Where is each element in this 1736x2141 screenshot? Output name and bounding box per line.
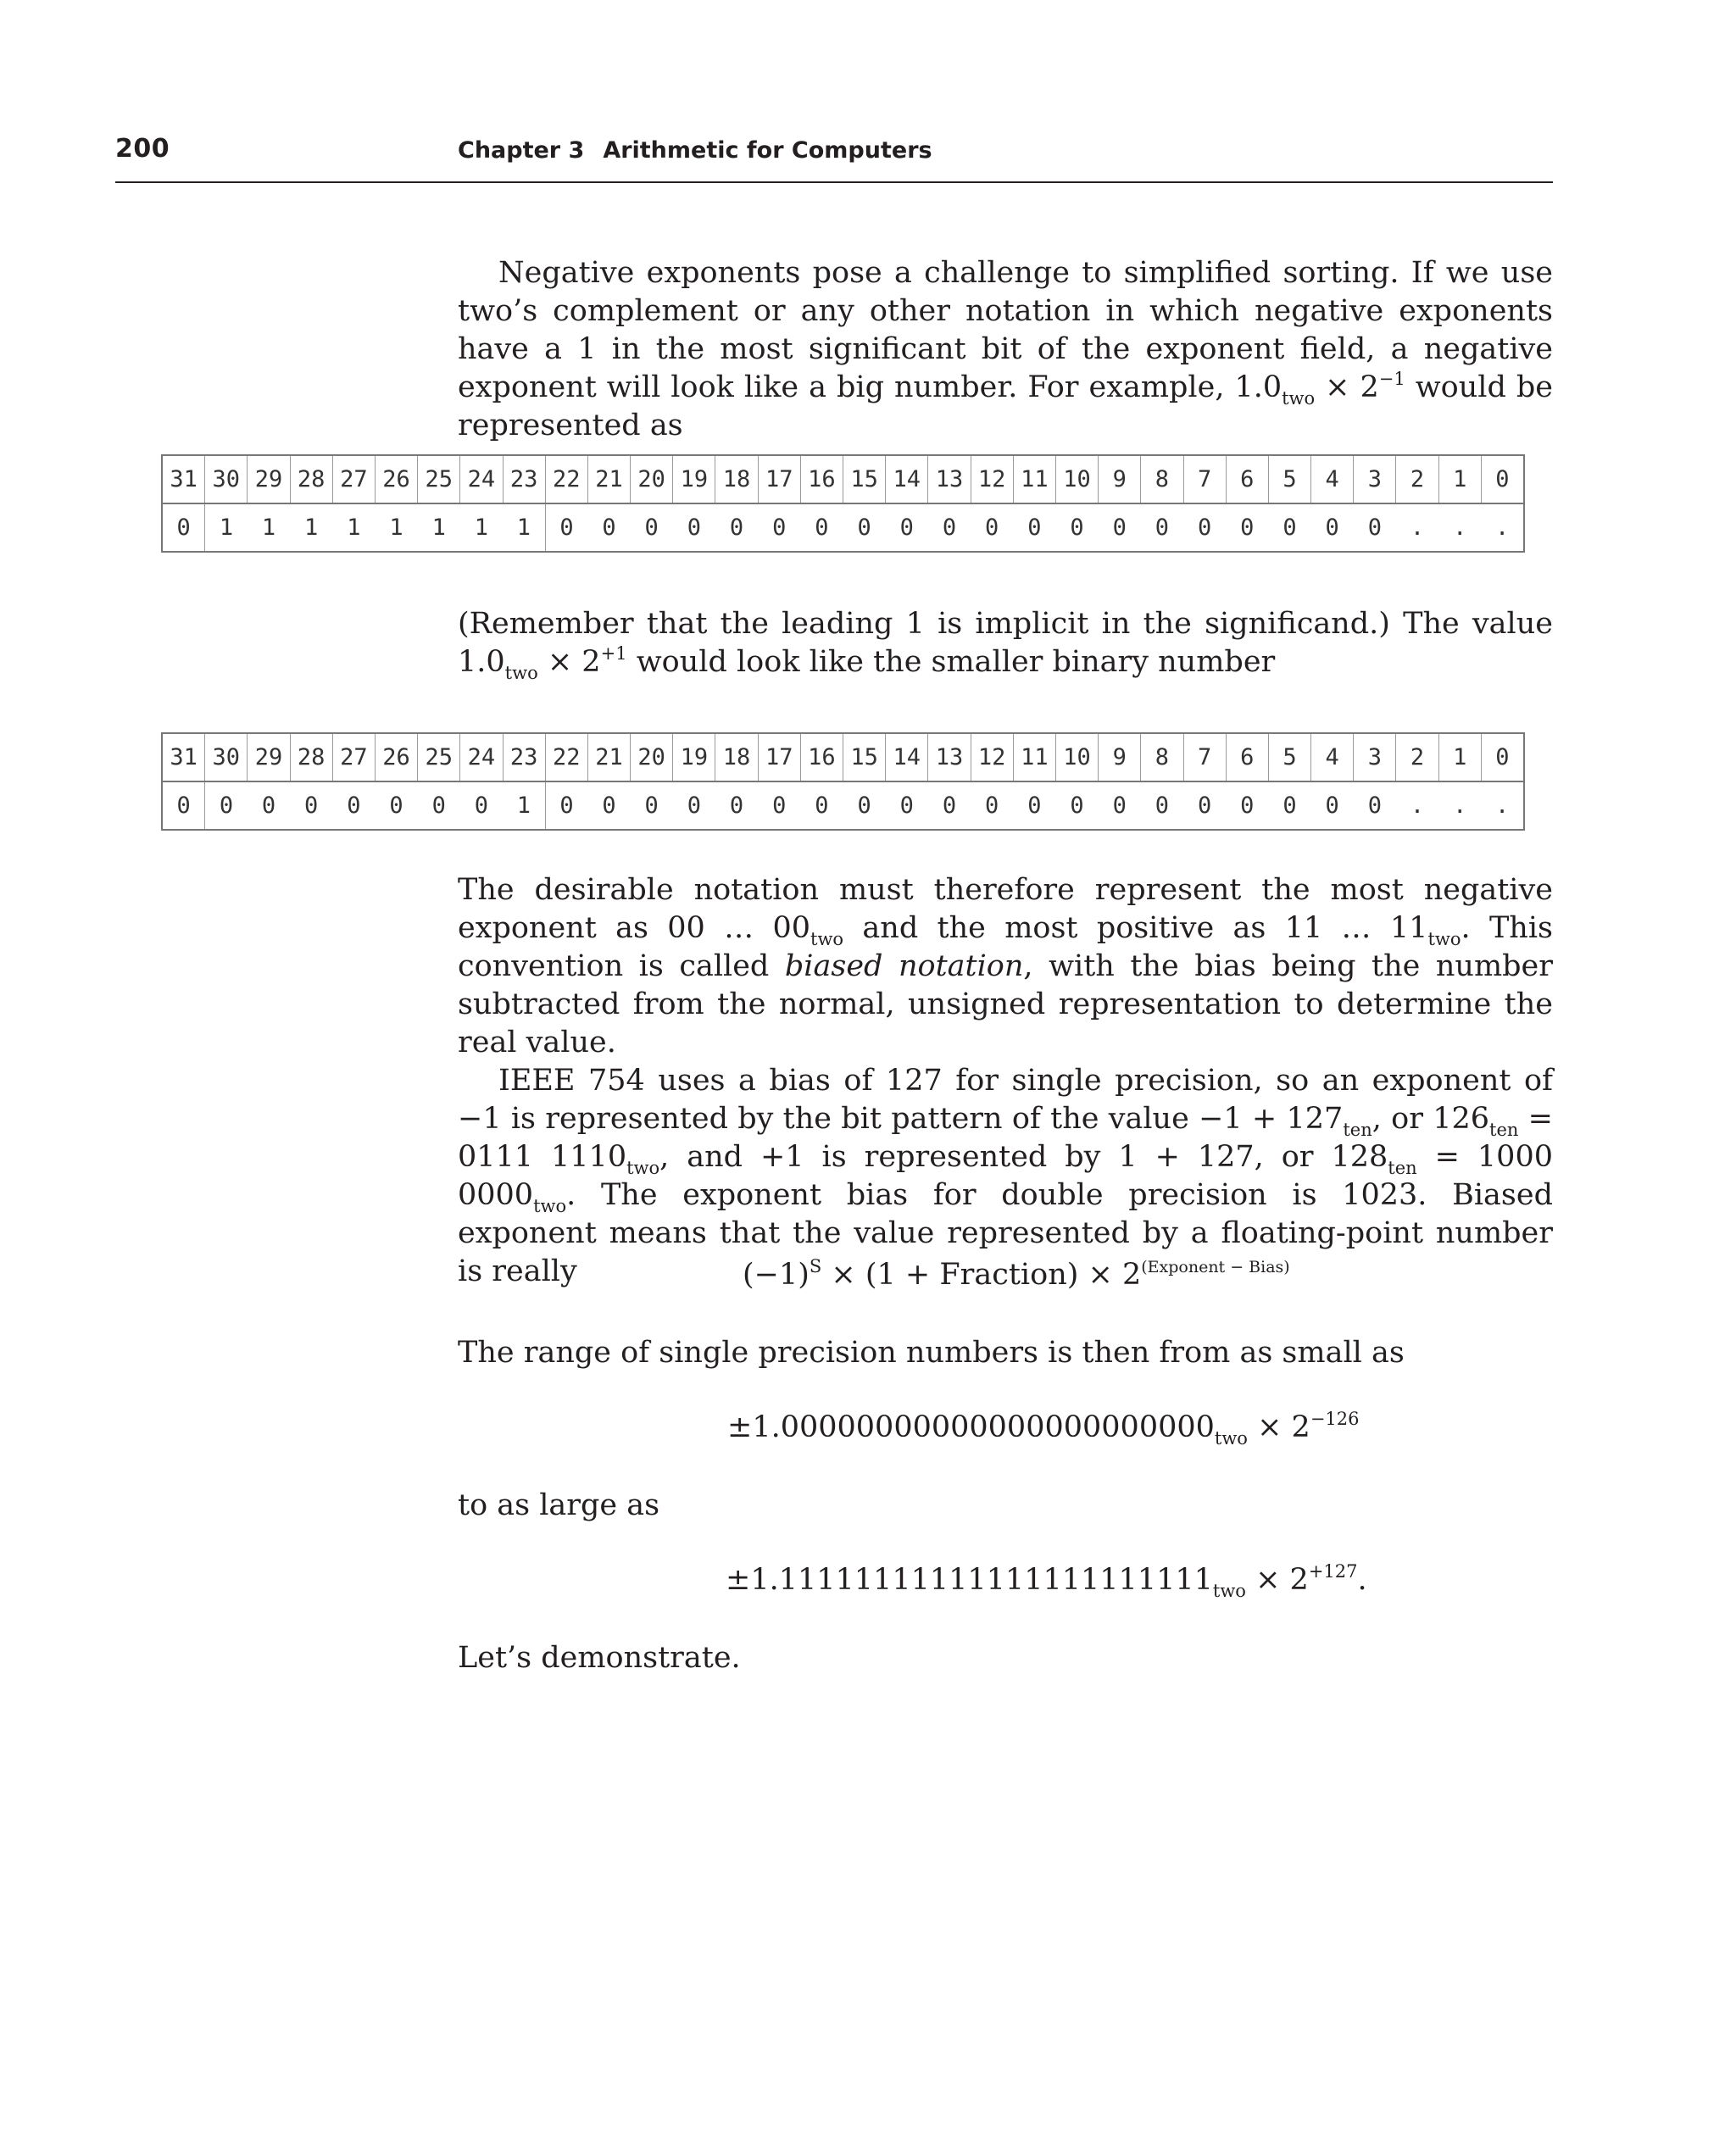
- bit-value-cell: 0: [758, 503, 800, 552]
- chapter-label: Chapter 3: [458, 137, 585, 164]
- subscript: two: [626, 1158, 660, 1178]
- bit-index-cell: 29: [248, 733, 290, 781]
- bit-index-cell: 13: [928, 733, 971, 781]
- bit-value-cell: 1: [503, 503, 545, 552]
- value-digits: ±1.00000000000000000000000: [727, 1410, 1215, 1444]
- subscript: ten: [1388, 1158, 1417, 1178]
- bit-index-cell: 14: [886, 455, 928, 503]
- bit-value-cell: 0: [460, 781, 503, 830]
- bit-index-cell: 10: [1055, 455, 1098, 503]
- running-head: [115, 134, 1553, 183]
- bit-value-cell: 0: [1311, 781, 1354, 830]
- bit-index-cell: 31: [162, 733, 205, 781]
- bit-index-cell: 4: [1311, 455, 1354, 503]
- subscript: two: [1214, 1428, 1248, 1449]
- subscript: ten: [1343, 1120, 1372, 1140]
- subscript: two: [1212, 1581, 1246, 1601]
- bit-index-cell: 8: [1141, 455, 1183, 503]
- bit-index-cell: 19: [673, 733, 715, 781]
- bit-index-cell: 0: [1481, 733, 1524, 781]
- intro-paragraph: [458, 254, 1553, 445]
- bit-index-cell: 2: [1396, 733, 1438, 781]
- text-run: IEEE 754 uses a bias of 127 for single precision, so an exponent of −1 is represented by the bit pattern of the value −1 + 127: [458, 1064, 1553, 1136]
- bit-value-cell: 0: [162, 781, 205, 830]
- bit-value-cell: .: [1481, 503, 1524, 552]
- bit-index-cell: 22: [545, 455, 587, 503]
- bit-index-cell: 30: [205, 733, 248, 781]
- bit-value-cell: 0: [1013, 781, 1055, 830]
- bit-index-cell: 26: [375, 455, 417, 503]
- bit-value-cell: .: [1396, 503, 1438, 552]
- bit-value-cell: 0: [715, 503, 758, 552]
- bit-index-cell: 21: [587, 455, 630, 503]
- bit-value-cell: 0: [758, 781, 800, 830]
- value-mid: × 2: [1247, 1410, 1310, 1444]
- range-sentence: The range of single precision numbers is then from as small as: [458, 1336, 1405, 1370]
- to-large-text: [458, 1487, 1553, 1525]
- bit-value-cell: 0: [545, 781, 587, 830]
- bit-index-cell: 25: [418, 733, 460, 781]
- bit-value-cell: 0: [375, 781, 417, 830]
- superscript: (Exponent − Bias): [1141, 1258, 1290, 1276]
- bit-index-cell: 1: [1438, 455, 1481, 503]
- intro-mid: × 2: [1315, 370, 1379, 404]
- bit-index-cell: 20: [631, 455, 673, 503]
- bit-value-cell: 0: [673, 503, 715, 552]
- bit-index-cell: 7: [1183, 733, 1226, 781]
- value-mid: × 2: [1245, 1563, 1309, 1597]
- bit-index-cell: 21: [587, 733, 630, 781]
- bit-index-cell: 8: [1141, 733, 1183, 781]
- bit-value-cell: 0: [587, 503, 630, 552]
- bit-value-cell: 0: [545, 503, 587, 552]
- page-number: 200: [115, 134, 170, 164]
- bit-value-cell: 1: [248, 503, 290, 552]
- largest-value: [726, 1561, 1367, 1601]
- bit-value-cell: 1: [375, 503, 417, 552]
- bit-index-cell: 24: [460, 733, 503, 781]
- bit-value-row: [162, 503, 1524, 552]
- bit-value-cell: 0: [715, 781, 758, 830]
- text-run: , and +1 is represented by 1 + 127, or 128: [659, 1140, 1388, 1174]
- bit-index-cell: 5: [1268, 455, 1310, 503]
- remember-tail: would look like the smaller binary number: [626, 645, 1276, 679]
- bit-value-cell: 0: [631, 781, 673, 830]
- bit-value-cell: 0: [1354, 503, 1396, 552]
- remember-paragraph: [458, 605, 1553, 681]
- bit-value-cell: 0: [886, 503, 928, 552]
- bit-index-cell: 3: [1354, 733, 1396, 781]
- bit-index-cell: 3: [1354, 455, 1396, 503]
- text-run: , with the bias being the number subtracted from the normal, unsigned representation to determine the real value.: [458, 949, 1553, 1059]
- bit-index-cell: 27: [332, 733, 375, 781]
- bit-index-cell: 6: [1226, 455, 1268, 503]
- bit-value-cell: 0: [843, 503, 886, 552]
- bit-index-cell: 2: [1396, 455, 1438, 503]
- bit-value-cell: 0: [886, 781, 928, 830]
- subscript: two: [810, 929, 844, 949]
- bit-index-cell: 12: [971, 455, 1013, 503]
- value-end: .: [1357, 1563, 1367, 1597]
- bit-value-cell: 0: [843, 781, 886, 830]
- bit-value-cell: 0: [1099, 781, 1141, 830]
- bit-value-cell: 0: [1055, 781, 1098, 830]
- bit-value-cell: 0: [205, 781, 248, 830]
- bit-value-cell: 1: [418, 503, 460, 552]
- bit-index-cell: 4: [1311, 733, 1354, 781]
- bit-index-cell: 17: [758, 455, 800, 503]
- bit-index-cell: 15: [843, 455, 886, 503]
- text-run: . This convention is called: [458, 911, 1553, 983]
- bit-index-cell: 6: [1226, 733, 1268, 781]
- bit-index-cell: 14: [886, 733, 928, 781]
- chapter-title: Arithmetic for Computers: [603, 137, 932, 164]
- bit-index-cell: 16: [800, 733, 843, 781]
- bit-value-cell: 0: [1141, 781, 1183, 830]
- bit-value-cell: 0: [1099, 503, 1141, 552]
- superscript: +127: [1308, 1561, 1358, 1582]
- subscript: two: [1427, 929, 1461, 949]
- bit-index-cell: 30: [205, 455, 248, 503]
- bit-value-cell: 0: [1268, 781, 1310, 830]
- bit-index-cell: 7: [1183, 455, 1226, 503]
- bit-value-cell: 0: [1226, 503, 1268, 552]
- bit-value-cell: 0: [332, 781, 375, 830]
- text-run: The desirable notation must therefore represent the most negative exponent as 00 … 00: [458, 873, 1553, 945]
- bit-index-cell: 17: [758, 733, 800, 781]
- bit-index-cell: 28: [290, 733, 332, 781]
- intro-text: Negative exponents pose a challenge to simplified sorting. If we use two’s complement or any other notation in which negative exponents have a 1 in the most significant bit of the exponent field, a negative exponent will look like a big number. For example, 1.0: [458, 256, 1553, 404]
- bit-value-cell: 0: [1183, 503, 1226, 552]
- text-run: and the most positive as 11 … 11: [843, 911, 1428, 945]
- text-run: , or 126: [1372, 1102, 1489, 1136]
- bit-value-row: [162, 781, 1524, 830]
- bit-index-cell: 16: [800, 455, 843, 503]
- bit-value-cell: 0: [631, 503, 673, 552]
- text-run: = 1000 0000: [458, 1140, 1553, 1212]
- bit-index-cell: 29: [248, 455, 290, 503]
- bit-value-cell: 0: [1354, 781, 1396, 830]
- bit-index-cell: 25: [418, 455, 460, 503]
- subscript: two: [504, 663, 538, 683]
- bit-index-row: [162, 733, 1524, 781]
- bit-index-cell: 23: [503, 733, 545, 781]
- bit-value-cell: 1: [332, 503, 375, 552]
- bit-value-cell: .: [1438, 503, 1481, 552]
- bit-value-cell: 0: [928, 503, 971, 552]
- bit-index-cell: 5: [1268, 733, 1310, 781]
- bit-index-cell: 13: [928, 455, 971, 503]
- emphasis-term: biased notation: [784, 949, 1024, 983]
- superscript: −126: [1310, 1409, 1360, 1429]
- bit-value-cell: 0: [1268, 503, 1310, 552]
- remember-mid: × 2: [537, 645, 601, 679]
- bit-index-cell: 9: [1099, 733, 1141, 781]
- superscript: +1: [600, 643, 627, 664]
- bit-index-cell: 26: [375, 733, 417, 781]
- bit-value-cell: 1: [460, 503, 503, 552]
- text-run: = 0111 1110: [458, 1102, 1553, 1174]
- bit-index-cell: 19: [673, 455, 715, 503]
- bit-index-cell: 12: [971, 733, 1013, 781]
- formula-part: (−1): [743, 1258, 810, 1292]
- bit-index-cell: 20: [631, 733, 673, 781]
- bit-index-cell: 31: [162, 455, 205, 503]
- bit-value-cell: 0: [1226, 781, 1268, 830]
- bit-index-cell: 11: [1013, 733, 1055, 781]
- bit-value-cell: 0: [673, 781, 715, 830]
- bit-value-cell: 0: [162, 503, 205, 552]
- bit-index-cell: 9: [1099, 455, 1141, 503]
- bit-value-cell: 0: [1013, 503, 1055, 552]
- bit-value-cell: 0: [1141, 503, 1183, 552]
- bit-value-cell: .: [1481, 781, 1524, 830]
- superscript: −1: [1378, 369, 1405, 389]
- bit-index-cell: 22: [545, 733, 587, 781]
- demo-text: [458, 1639, 1553, 1677]
- bit-value-cell: 0: [1183, 781, 1226, 830]
- smallest-value: [727, 1409, 1360, 1449]
- bit-value-cell: 1: [503, 781, 545, 830]
- bit-index-cell: 28: [290, 455, 332, 503]
- bit-value-cell: 0: [928, 781, 971, 830]
- bit-value-cell: 0: [248, 781, 290, 830]
- remember-text: (Remember that the leading 1 is implicit in the significand.) The value 1.0: [458, 607, 1553, 679]
- bit-value-cell: .: [1396, 781, 1438, 830]
- intro-tail: would be represented as: [458, 370, 1553, 442]
- bit-index-cell: 0: [1481, 455, 1524, 503]
- subscript: ten: [1489, 1120, 1519, 1140]
- bit-value-cell: 0: [587, 781, 630, 830]
- subscript: two: [533, 1196, 567, 1216]
- bit-value-cell: 0: [1311, 503, 1354, 552]
- bit-value-cell: 0: [418, 781, 460, 830]
- bit-value-cell: 0: [971, 781, 1013, 830]
- bit-value-cell: 0: [1055, 503, 1098, 552]
- bit-index-cell: 15: [843, 733, 886, 781]
- range-text: [458, 1334, 1553, 1372]
- bit-value-cell: 0: [800, 781, 843, 830]
- text-run: . The exponent bias for double precision is 1023. Biased exponent means that the value represented by a floating-point number is really: [458, 1178, 1553, 1288]
- bit-index-cell: 18: [715, 733, 758, 781]
- bit-index-row: [162, 455, 1524, 503]
- bit-index-cell: 18: [715, 455, 758, 503]
- value-digits: ±1.11111111111111111111111: [726, 1563, 1213, 1597]
- bit-value-cell: .: [1438, 781, 1481, 830]
- demo-sentence: Let’s demonstrate.: [458, 1641, 741, 1675]
- bit-index-cell: 24: [460, 455, 503, 503]
- bit-table-negative-exponent: [161, 454, 1525, 553]
- bit-index-cell: 23: [503, 455, 545, 503]
- to-large-sentence: to as large as: [458, 1488, 660, 1522]
- bit-value-cell: 1: [205, 503, 248, 552]
- bit-index-cell: 11: [1013, 455, 1055, 503]
- bit-value-cell: 0: [290, 781, 332, 830]
- subscript: two: [1282, 388, 1316, 409]
- bit-index-cell: 1: [1438, 733, 1481, 781]
- bit-index-cell: 10: [1055, 733, 1098, 781]
- formula-part: × (1 + Fraction) × 2: [821, 1258, 1142, 1292]
- bit-table-positive-exponent: [161, 732, 1525, 831]
- bias-formula: [743, 1258, 1290, 1292]
- bit-value-cell: 1: [290, 503, 332, 552]
- bit-index-cell: 27: [332, 455, 375, 503]
- superscript: S: [809, 1256, 822, 1276]
- bit-value-cell: 0: [800, 503, 843, 552]
- biased-notation-paragraphs: [458, 871, 1553, 1291]
- bit-value-cell: 0: [971, 503, 1013, 552]
- chapter-heading: [458, 137, 932, 164]
